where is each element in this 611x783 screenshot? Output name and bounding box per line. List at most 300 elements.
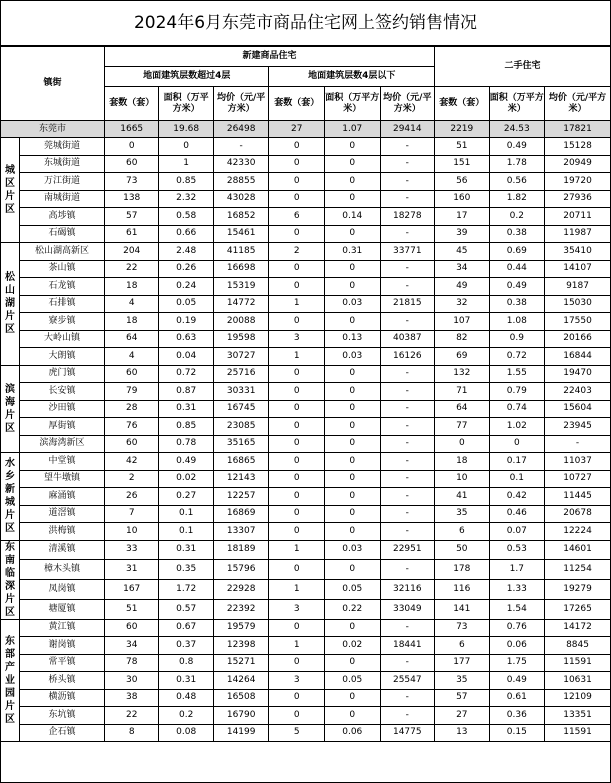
town-name: 石碣镇	[20, 225, 105, 243]
table-cell: 0.72	[159, 365, 213, 383]
table-cell: 0.08	[159, 724, 213, 742]
table-cell: 17	[435, 208, 489, 226]
table-cell: 0.2	[159, 707, 213, 725]
table-cell: 0.02	[324, 637, 380, 655]
table-cell: 51	[435, 138, 489, 156]
table-cell: 1.7	[489, 560, 545, 580]
table-cell: 13351	[545, 707, 610, 725]
table-row	[1, 400, 610, 418]
table-cell: 0	[324, 619, 380, 637]
table-cell: 35	[435, 505, 489, 523]
table-cell: 10631	[545, 672, 610, 690]
table-cell: 3	[269, 672, 325, 690]
table-cell: 0.05	[324, 580, 380, 600]
table-cell: 0.61	[489, 689, 545, 707]
table-cell: 0	[269, 278, 325, 296]
units-header: 套数（套）	[269, 87, 325, 121]
town-name: 松山湖高新区	[20, 243, 105, 261]
table-cell: 6	[435, 523, 489, 541]
header-row-1	[1, 47, 610, 67]
total-cell: 1.07	[324, 121, 380, 138]
table-cell: 0.44	[489, 260, 545, 278]
table-cell: 14107	[545, 260, 610, 278]
table-cell: 27936	[545, 190, 610, 208]
table-cell: 18	[435, 453, 489, 471]
table-cell: 116	[435, 580, 489, 600]
table-cell: 132	[435, 365, 489, 383]
table-cell: 0	[324, 689, 380, 707]
table-cell: 0.05	[159, 295, 213, 313]
table-cell: -	[380, 190, 435, 208]
price-header: 均价（元/平方米）	[545, 87, 610, 121]
table-cell: 2.48	[159, 243, 213, 261]
table-cell: 16869	[213, 505, 269, 523]
table-cell: 0.42	[489, 488, 545, 506]
table-row	[1, 435, 610, 453]
table-cell: 0.57	[159, 599, 213, 619]
town-name: 望牛墩镇	[20, 470, 105, 488]
table-cell: 13307	[213, 523, 269, 541]
area-header: 面积（万平方米）	[159, 87, 213, 121]
table-row	[1, 138, 610, 156]
table-cell: 60	[104, 365, 158, 383]
table-cell: -	[380, 400, 435, 418]
table-cell: 28	[104, 400, 158, 418]
table-cell: 0	[269, 225, 325, 243]
above-4-floors-header: 地面建筑层数超过4层	[104, 67, 268, 87]
table-cell: 0.1	[159, 505, 213, 523]
table-cell: 19720	[545, 173, 610, 191]
table-cell: 0	[269, 260, 325, 278]
table-row	[1, 654, 610, 672]
table-cell: 14775	[380, 724, 435, 742]
table-cell: -	[380, 488, 435, 506]
town-name: 大朗镇	[20, 348, 105, 366]
table-cell: -	[380, 560, 435, 580]
table-cell: 0	[104, 138, 158, 156]
table-cell: 0.06	[324, 724, 380, 742]
table-cell: 0	[269, 453, 325, 471]
total-cell: 24.53	[489, 121, 545, 138]
below-4-floors-header: 地面建筑层数4层以下	[269, 67, 435, 87]
table-cell: 71	[435, 383, 489, 401]
table-cell: 0.38	[489, 295, 545, 313]
table-cell: 0.9	[489, 330, 545, 348]
table-cell: 8	[104, 724, 158, 742]
table-cell: 0	[269, 190, 325, 208]
table-row	[1, 599, 610, 619]
table-cell: 4	[104, 348, 158, 366]
table-cell: 4	[104, 295, 158, 313]
table-cell: 0.37	[159, 637, 213, 655]
table-cell: 0	[324, 560, 380, 580]
table-cell: 8845	[545, 637, 610, 655]
table-cell: 21815	[380, 295, 435, 313]
table-cell: 0	[324, 173, 380, 191]
table-cell: -	[380, 155, 435, 173]
table-cell: 0.06	[489, 637, 545, 655]
table-cell: 15461	[213, 225, 269, 243]
table-cell: 0	[324, 523, 380, 541]
table-cell: 6	[435, 637, 489, 655]
table-cell: 18441	[380, 637, 435, 655]
table-cell: 0.49	[159, 453, 213, 471]
table-cell: 16790	[213, 707, 269, 725]
table-cell: 0	[324, 383, 380, 401]
total-cell: 26498	[213, 121, 269, 138]
table-cell: 57	[104, 208, 158, 226]
table-cell: 16745	[213, 400, 269, 418]
table-cell: 0	[269, 313, 325, 331]
table-row	[1, 243, 610, 261]
table-cell: 3	[269, 599, 325, 619]
total-cell: 17821	[545, 121, 610, 138]
total-row	[1, 121, 610, 138]
table-cell: 0.48	[159, 689, 213, 707]
district-label: 东部产业园片区	[1, 619, 20, 742]
table-row	[1, 488, 610, 506]
table-cell: 43028	[213, 190, 269, 208]
table-cell: 13	[435, 724, 489, 742]
table-cell: 60	[104, 435, 158, 453]
town-name: 石龙镇	[20, 278, 105, 296]
town-name: 横沥镇	[20, 689, 105, 707]
table-cell: 0.31	[324, 243, 380, 261]
table-cell: -	[380, 619, 435, 637]
town-name: 道滘镇	[20, 505, 105, 523]
table-cell: 0.24	[159, 278, 213, 296]
town-name: 中堂镇	[20, 453, 105, 471]
table-cell: 30331	[213, 383, 269, 401]
table-row	[1, 190, 610, 208]
table-cell: 26	[104, 488, 158, 506]
table-cell: 1.72	[159, 580, 213, 600]
table-cell: 40387	[380, 330, 435, 348]
table-cell: 0.31	[159, 540, 213, 560]
table-cell: 0	[324, 260, 380, 278]
table-cell: 12143	[213, 470, 269, 488]
table-cell: 1.75	[489, 654, 545, 672]
table-cell: 17550	[545, 313, 610, 331]
table-cell: 0	[159, 138, 213, 156]
table-cell: 1	[159, 155, 213, 173]
table-cell: 1.54	[489, 599, 545, 619]
table-cell: -	[380, 523, 435, 541]
table-row	[1, 707, 610, 725]
table-cell: 0.67	[159, 619, 213, 637]
table-cell: 2	[269, 243, 325, 261]
table-cell: 16126	[380, 348, 435, 366]
table-cell: 0	[324, 505, 380, 523]
table-cell: 0.27	[159, 488, 213, 506]
table-cell: 0.56	[489, 173, 545, 191]
table-cell: -	[380, 654, 435, 672]
town-name: 高埗镇	[20, 208, 105, 226]
table-cell: 34	[104, 637, 158, 655]
table-cell: 64	[435, 400, 489, 418]
table-row	[1, 505, 610, 523]
district-label: 城区片区	[1, 138, 20, 243]
table-cell: 28855	[213, 173, 269, 191]
table-cell: 35410	[545, 243, 610, 261]
table-cell: 33049	[380, 599, 435, 619]
table-cell: 0	[324, 707, 380, 725]
town-name: 谢岗镇	[20, 637, 105, 655]
table-cell: 1.78	[489, 155, 545, 173]
table-cell: 10	[104, 523, 158, 541]
table-cell: 22	[104, 260, 158, 278]
table-cell: 33771	[380, 243, 435, 261]
table-cell: 0	[324, 400, 380, 418]
table-cell: 15319	[213, 278, 269, 296]
table-cell: 14772	[213, 295, 269, 313]
table-cell: 14172	[545, 619, 610, 637]
table-row	[1, 637, 610, 655]
table-cell: 50	[435, 540, 489, 560]
table-body	[1, 47, 610, 742]
table-cell: 0	[269, 560, 325, 580]
table-cell: 0	[269, 619, 325, 637]
table-row	[1, 365, 610, 383]
table-cell: 16508	[213, 689, 269, 707]
table-cell: 2.32	[159, 190, 213, 208]
table-cell: 0	[324, 435, 380, 453]
table-cell: -	[545, 435, 610, 453]
table-cell: 0.31	[159, 400, 213, 418]
table-cell: -	[380, 435, 435, 453]
table-cell: 178	[435, 560, 489, 580]
table-row	[1, 348, 610, 366]
table-cell: 0.8	[159, 654, 213, 672]
table-cell: 0	[324, 155, 380, 173]
table-cell: 1	[269, 580, 325, 600]
table-cell: 0.1	[489, 470, 545, 488]
table-cell: 10	[435, 470, 489, 488]
table-cell: 14601	[545, 540, 610, 560]
table-cell: 11037	[545, 453, 610, 471]
total-cell: 1665	[104, 121, 158, 138]
table-cell: 138	[104, 190, 158, 208]
town-name: 茶山镇	[20, 260, 105, 278]
table-cell: 0	[269, 435, 325, 453]
table-cell: -	[380, 365, 435, 383]
town-name: 常平镇	[20, 654, 105, 672]
table-cell: 0.03	[324, 540, 380, 560]
district-label: 东南临深片区	[1, 540, 20, 619]
table-cell: 0	[269, 523, 325, 541]
table-cell: 18189	[213, 540, 269, 560]
table-cell: 1.08	[489, 313, 545, 331]
table-cell: 1.33	[489, 580, 545, 600]
table-cell: 77	[435, 418, 489, 436]
town-name: 滨海湾新区	[20, 435, 105, 453]
table-row	[1, 689, 610, 707]
town-name: 洪梅镇	[20, 523, 105, 541]
town-name: 麻涌镇	[20, 488, 105, 506]
table-cell: 6	[269, 208, 325, 226]
table-cell: 0.58	[159, 208, 213, 226]
table-cell: 0	[324, 470, 380, 488]
table-cell: 177	[435, 654, 489, 672]
table-cell: 60	[104, 155, 158, 173]
table-cell: 0.03	[324, 348, 380, 366]
town-name: 黄江镇	[20, 619, 105, 637]
table-cell: 22	[104, 707, 158, 725]
table-cell: 0.78	[159, 435, 213, 453]
table-cell: 0	[435, 435, 489, 453]
table-cell: 11987	[545, 225, 610, 243]
table-cell: 151	[435, 155, 489, 173]
town-name: 樟木头镇	[20, 560, 105, 580]
price-header: 均价（元/平方米）	[213, 87, 269, 121]
town-name: 沙田镇	[20, 400, 105, 418]
table-cell: 79	[104, 383, 158, 401]
table-cell: 32116	[380, 580, 435, 600]
table-cell: 0.38	[489, 225, 545, 243]
table-cell: 19279	[545, 580, 610, 600]
table-cell: 0.19	[159, 313, 213, 331]
table-cell: 20949	[545, 155, 610, 173]
table-cell: -	[380, 470, 435, 488]
town-name: 东城街道	[20, 155, 105, 173]
table-cell: 0.15	[489, 724, 545, 742]
table-cell: 0.04	[159, 348, 213, 366]
table-cell: -	[380, 505, 435, 523]
town-name: 万江街道	[20, 173, 105, 191]
table-row	[1, 523, 610, 541]
town-name: 凤岗镇	[20, 580, 105, 600]
table-cell: 25547	[380, 672, 435, 690]
table-row	[1, 155, 610, 173]
table-cell: 16865	[213, 453, 269, 471]
table-cell: 18	[104, 278, 158, 296]
table-cell: 0	[269, 470, 325, 488]
table-cell: 31	[104, 560, 158, 580]
table-row	[1, 260, 610, 278]
table-cell: 0	[269, 654, 325, 672]
table-cell: 0	[269, 383, 325, 401]
table-row	[1, 580, 610, 600]
table-cell: 0	[324, 225, 380, 243]
table-cell: 32	[435, 295, 489, 313]
table-cell: 0.1	[159, 523, 213, 541]
table-cell: 49	[435, 278, 489, 296]
town-name: 石排镇	[20, 295, 105, 313]
table-cell: 78	[104, 654, 158, 672]
town-name: 桥头镇	[20, 672, 105, 690]
table-row	[1, 173, 610, 191]
table-cell: -	[380, 278, 435, 296]
table-cell: 0	[269, 418, 325, 436]
table-cell: 0	[269, 365, 325, 383]
table-cell: 0	[324, 453, 380, 471]
table-cell: 0.2	[489, 208, 545, 226]
table-cell: 0.14	[324, 208, 380, 226]
table-cell: 160	[435, 190, 489, 208]
table-cell: 33	[104, 540, 158, 560]
new-housing-header: 新建商品住宅	[104, 47, 434, 67]
table-cell: 3	[269, 330, 325, 348]
table-cell: -	[213, 138, 269, 156]
district-label: 滨海片区	[1, 365, 20, 453]
town-name: 塘厦镇	[20, 599, 105, 619]
town-name: 莞城街道	[20, 138, 105, 156]
table-cell: 0.03	[324, 295, 380, 313]
table-cell: 0.35	[159, 560, 213, 580]
town-name: 大岭山镇	[20, 330, 105, 348]
table-cell: 73	[104, 173, 158, 191]
table-cell: 1.55	[489, 365, 545, 383]
table-cell: 12257	[213, 488, 269, 506]
table-row	[1, 470, 610, 488]
table-cell: 18278	[380, 208, 435, 226]
table-row	[1, 619, 610, 637]
sales-table	[1, 46, 610, 742]
table-cell: 61	[104, 225, 158, 243]
table-cell: 45	[435, 243, 489, 261]
second-hand-header: 二手住宅	[435, 47, 610, 87]
table-cell: 107	[435, 313, 489, 331]
table-cell: 0.85	[159, 418, 213, 436]
total-name: 东莞市	[1, 121, 104, 138]
table-cell: 14199	[213, 724, 269, 742]
table-cell: 0	[324, 190, 380, 208]
table-cell: 5	[269, 724, 325, 742]
table-cell: 1	[269, 540, 325, 560]
table-cell: 0	[269, 155, 325, 173]
town-name: 虎门镇	[20, 365, 105, 383]
table-cell: 35	[435, 672, 489, 690]
table-cell: 0.72	[489, 348, 545, 366]
table-cell: 11591	[545, 724, 610, 742]
table-cell: 60	[104, 619, 158, 637]
table-cell: 22951	[380, 540, 435, 560]
table-cell: -	[380, 225, 435, 243]
table-row	[1, 724, 610, 742]
table-cell: 0.49	[489, 672, 545, 690]
table-row	[1, 295, 610, 313]
table-cell: 0	[269, 488, 325, 506]
table-cell: 0.49	[489, 278, 545, 296]
table-cell: 1	[269, 348, 325, 366]
table-cell: 0	[324, 418, 380, 436]
town-name: 南城街道	[20, 190, 105, 208]
table-cell: -	[380, 173, 435, 191]
table-cell: 12224	[545, 523, 610, 541]
table-cell: 2	[104, 470, 158, 488]
town-name: 企石镇	[20, 724, 105, 742]
town-name: 寮步镇	[20, 313, 105, 331]
table-cell: 64	[104, 330, 158, 348]
table-cell: -	[380, 689, 435, 707]
table-cell: -	[380, 707, 435, 725]
area-header: 面积（万平方米）	[324, 87, 380, 121]
table-cell: 20711	[545, 208, 610, 226]
price-header: 均价（元/平方米）	[380, 87, 435, 121]
table-cell: 35165	[213, 435, 269, 453]
table-cell: 0.05	[324, 672, 380, 690]
table-cell: 0	[324, 488, 380, 506]
table-row	[1, 208, 610, 226]
table-cell: 73	[435, 619, 489, 637]
table-cell: 57	[435, 689, 489, 707]
table-cell: 0.22	[324, 599, 380, 619]
table-cell: 12109	[545, 689, 610, 707]
units-header: 套数（套）	[104, 87, 158, 121]
table-cell: 0	[269, 400, 325, 418]
table-cell: 41	[435, 488, 489, 506]
table-cell: 9187	[545, 278, 610, 296]
